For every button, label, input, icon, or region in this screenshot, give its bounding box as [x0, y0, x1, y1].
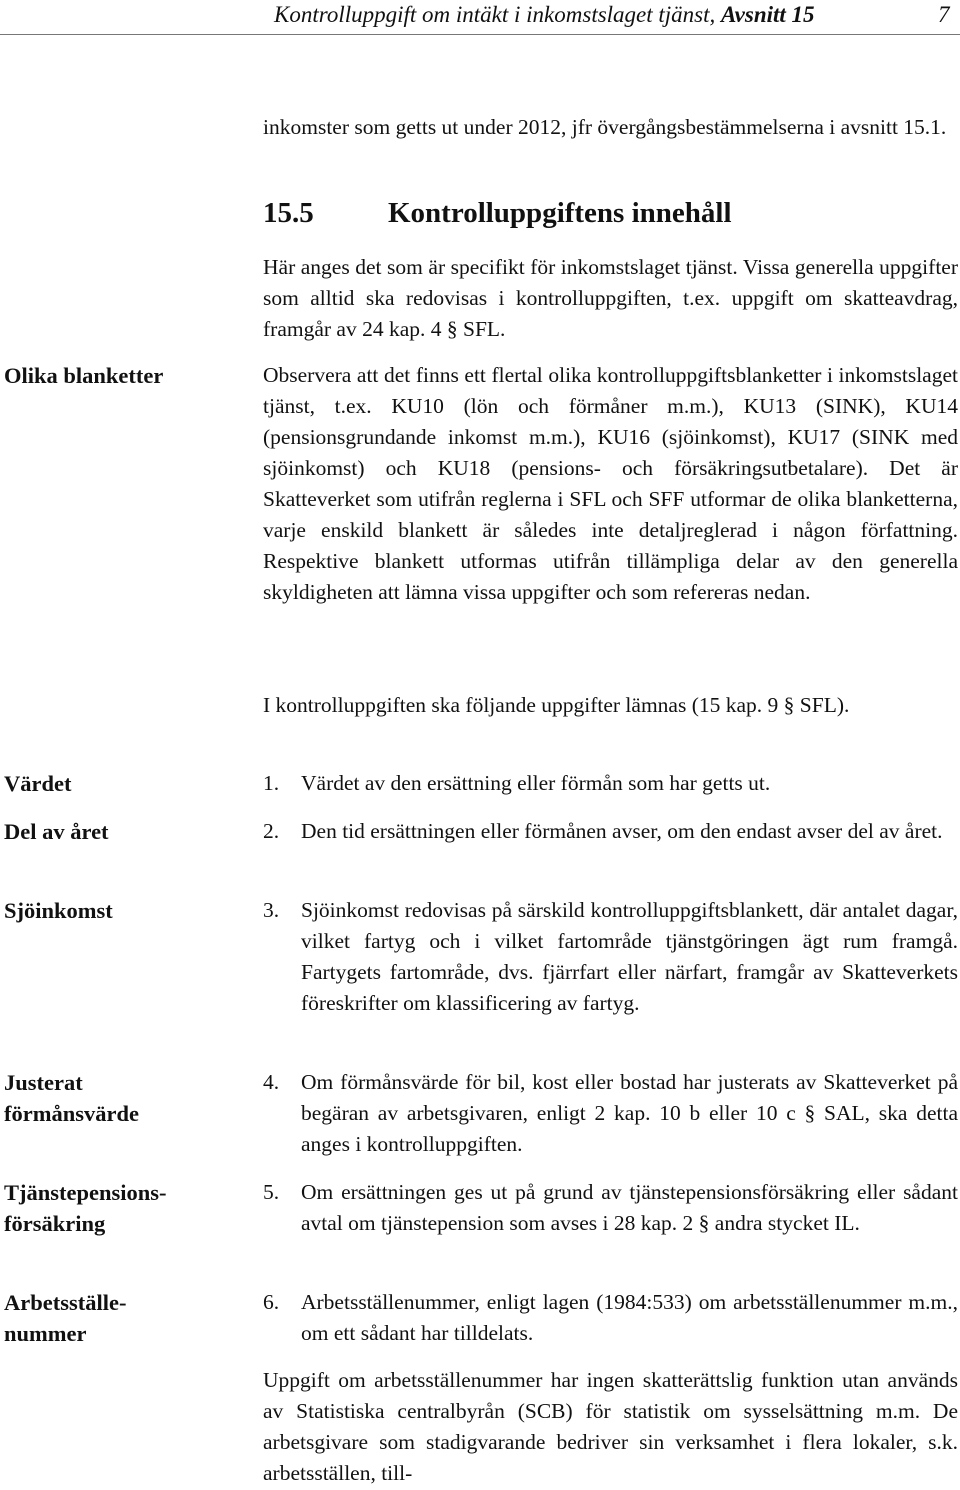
list-item-number: 2.	[263, 819, 280, 843]
list-item-text: Den tid ersättningen eller förmånen avser, om den endast avser del av året.	[301, 819, 943, 843]
list-item-1	[263, 768, 958, 799]
list-item-number: 6.	[263, 1290, 280, 1314]
side-label-arbetsstallenummer	[4, 1287, 224, 1349]
paragraph-4-text: Uppgift om arbetsställenummer har ingen skatterättslig funktion utan används av Statistiska centralbyrån (SCB) för statistik om sysselsättning m.m. De arbetsgivare som stadigvarande bedriver sin verksamhet i flera lokaler, s.k. arbetsställen, till-	[263, 1368, 958, 1485]
side-label-arbetsstalle-line1: Arbetsställe-	[4, 1290, 127, 1315]
side-label-olika-blanketter: Olika blanketter	[4, 363, 164, 388]
list-item-text: Arbetsställenummer, enligt lagen (1984:533) om arbetsställenummer m.m., om ett sådant har tilldelats.	[301, 1290, 958, 1345]
section-title: Kontrolluppgiftens innehåll	[388, 197, 732, 229]
side-label-justerat-line2: förmånsvärde	[4, 1101, 139, 1126]
side-label-arbetsstalle-line2: nummer	[4, 1321, 87, 1346]
section-heading	[263, 196, 732, 230]
list-item-number: 1.	[263, 771, 280, 795]
header-rule	[0, 34, 960, 35]
paragraph-1-text: Här anges det som är specifikt för inkomstslaget tjänst. Vissa generella uppgifter som alltid ska redovisas i kontrolluppgiften, t.ex. uppgift om skatteavdrag, framgår av 24 kap. 4 § SFL.	[263, 255, 958, 341]
list-item-text: Sjöinkomst redovisas på särskild kontrolluppgiftsblankett, där antalet dagar, vilket fartyg och i vilket fartområde tjänstgöringen ägt rum framgå. Fartygets fartområde, dvs. fjärrfart eller närfart, framgår av Skatteverkets föreskrifter om klassificering av fartyg.	[301, 898, 958, 1015]
list-item-text: Om förmånsvärde för bil, kost eller bostad har justerats av Skatteverket på begäran av arbetsgivaren, enligt 2 kap. 10 b eller 10 c § SAL, ska detta anges i kontrolluppgiften.	[301, 1070, 958, 1156]
list-item-5	[263, 1177, 958, 1239]
list-item-6	[263, 1287, 958, 1349]
side-label-del-av-aret: Del av året	[4, 819, 109, 844]
list-item-number: 4.	[263, 1070, 280, 1094]
side-label-tjanstepension	[4, 1177, 224, 1239]
side-label-tjanstepension-line1: Tjänstepensions-	[4, 1180, 167, 1205]
list-item-4	[263, 1067, 958, 1160]
paragraph-3-text: I kontrolluppgiften ska följande uppgifter lämnas (15 kap. 9 § SFL).	[263, 693, 850, 717]
side-label-sjoinkomst: Sjöinkomst	[4, 898, 113, 923]
page-number: 7	[938, 2, 950, 27]
list-item-text: Värdet av den ersättning eller förmån som har getts ut.	[301, 771, 771, 795]
side-label-justerat-line1: Justerat	[4, 1070, 83, 1095]
running-header	[0, 0, 960, 34]
header-title	[274, 0, 815, 30]
list-item-number: 3.	[263, 898, 280, 922]
list-item-text: Om ersättningen ges ut på grund av tjänstepensionsförsäkring eller sådant avtal om tjänstepension som avses i 28 kap. 2 § andra stycket IL.	[301, 1180, 958, 1235]
list-item-2	[263, 816, 958, 847]
paragraph-2	[263, 360, 958, 608]
intro-text: inkomster som getts ut under 2012, jfr övergångsbestämmelserna i avsnitt 15.1.	[263, 115, 947, 139]
side-label-tjanstepension-line2: försäkring	[4, 1211, 106, 1236]
list-item-number: 5.	[263, 1180, 280, 1204]
paragraph-4	[263, 1365, 958, 1489]
list-item-3	[263, 895, 958, 1019]
paragraph-3	[263, 690, 958, 721]
paragraph-1	[263, 252, 958, 345]
paragraph-2-text: Observera att det finns ett flertal olika kontrolluppgiftsblanketter i inkomstslaget tjänst, t.ex. KU10 (lön och förmåner m.m.), KU13 (SINK), KU14 (pensionsgrundande inkomst m.m.), KU16 (sjöinkomst), KU17 (SINK med sjöinkomst) och KU18 (pensions- och försäkringsutbetalare). Det är Skatteverket som utifrån reglerna i SFL och SFF utformar de olika blanketterna, varje enskild blankett är således inte detaljreglerad i någon författning. Respektive blankett utformas utifrån tillämpliga delar av den generella skyldigheten att lämna vissa uppgifter och som refereras nedan.	[263, 363, 958, 604]
section-number: 15.5	[263, 197, 314, 229]
header-section-label: Avsnitt 15	[721, 2, 815, 27]
side-label-justerat	[4, 1067, 224, 1129]
header-title-text: Kontrolluppgift om intäkt i inkomstslaget tjänst,	[274, 2, 722, 27]
intro-paragraph	[263, 112, 958, 143]
side-label-vardet: Värdet	[4, 771, 72, 796]
